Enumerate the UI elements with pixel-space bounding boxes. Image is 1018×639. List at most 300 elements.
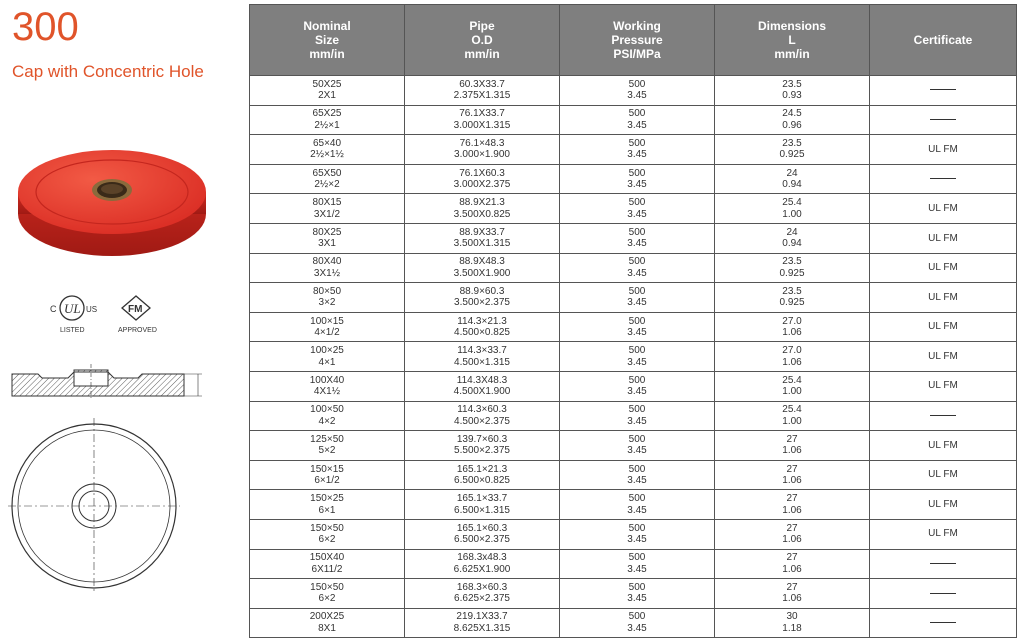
cell-dimension-l	[715, 223, 870, 253]
cell-dimension-l-metric: 27	[786, 463, 798, 475]
cell-working-pressure-metric: 500	[628, 167, 646, 179]
cell-certificate	[870, 608, 1017, 638]
table-row	[250, 401, 1017, 431]
cell-certificate	[870, 490, 1017, 520]
table-row	[250, 135, 1017, 165]
cell-dimension-l	[715, 371, 870, 401]
cell-dimension-l-imperial: 1.06	[782, 356, 802, 368]
cell-dimension-l	[715, 194, 870, 224]
cell-nominal-size-metric: 200X25	[309, 611, 345, 623]
cell-nominal-size	[250, 519, 405, 549]
cell-working-pressure	[560, 76, 715, 106]
cell-nominal-size	[250, 579, 405, 609]
cell-dimension-l-metric: 23.5	[782, 256, 802, 268]
cell-dimension-l	[715, 579, 870, 609]
cell-nominal-size-metric: 100×50	[310, 404, 344, 416]
cell-pipe-od-metric: 76.1X33.7	[459, 108, 505, 120]
certificate-value: UL FM	[928, 528, 958, 540]
cell-dimension-l-imperial: 1.06	[782, 534, 802, 546]
cell-working-pressure-metric: 500	[628, 285, 646, 297]
cell-pipe-od-imperial: 4.500×1.315	[454, 356, 510, 368]
header-nominal-size: Nominal Size mm/in	[250, 5, 405, 76]
no-certificate-dash	[930, 593, 956, 594]
cell-dimension-l-imperial: 0.925	[779, 149, 805, 161]
fm-approved-mark	[118, 296, 157, 334]
cell-pipe-od-metric: 168.3x48.3	[457, 552, 507, 564]
cell-nominal-size	[250, 401, 405, 431]
cell-working-pressure-imperial: 3.45	[627, 386, 647, 398]
cell-pipe-od-imperial: 6.625×2.375	[454, 593, 510, 605]
cell-pipe-od	[405, 135, 560, 165]
cell-working-pressure-imperial: 3.45	[627, 622, 647, 634]
cell-nominal-size	[250, 312, 405, 342]
cell-nominal-size-imperial: 6×1/2	[314, 475, 340, 487]
cell-pipe-od-metric: 88.9X33.7	[459, 226, 505, 238]
cell-working-pressure-metric: 500	[628, 404, 646, 416]
cell-pipe-od-metric: 76.1×48.3	[459, 137, 505, 149]
product-panel	[0, 0, 246, 639]
cell-pipe-od-metric: 88.9X48.3	[459, 256, 505, 268]
cell-dimension-l-metric: 27	[786, 552, 798, 564]
cell-nominal-size-imperial: 2½×2	[314, 179, 340, 191]
cell-nominal-size	[250, 460, 405, 490]
cell-working-pressure-imperial: 3.45	[627, 297, 647, 309]
cell-dimension-l	[715, 164, 870, 194]
certificate-value: UL FM	[928, 439, 958, 451]
cell-pipe-od-imperial: 6.500×2.375	[454, 534, 510, 546]
cell-working-pressure-metric: 500	[628, 433, 646, 445]
table-body	[250, 76, 1017, 638]
cell-certificate	[870, 431, 1017, 461]
table-row	[250, 253, 1017, 283]
cell-certificate	[870, 223, 1017, 253]
cell-nominal-size-metric: 150X40	[309, 552, 345, 564]
cell-nominal-size	[250, 135, 405, 165]
cell-nominal-size-imperial: 4×1	[318, 356, 336, 368]
cell-pipe-od-imperial: 8.625X1.315	[453, 622, 511, 634]
cell-dimension-l-imperial: 0.96	[782, 119, 802, 131]
cell-working-pressure-imperial: 3.45	[627, 149, 647, 161]
cell-pipe-od	[405, 549, 560, 579]
cell-pipe-od-metric: 165.1×21.3	[456, 463, 508, 475]
cell-pipe-od-imperial: 6.500×0.825	[454, 475, 510, 487]
cell-pipe-od-imperial: 6.625X1.900	[453, 563, 511, 575]
svg-text:US: US	[86, 305, 98, 314]
cell-pipe-od-imperial: 3.000X1.315	[453, 119, 511, 131]
cell-working-pressure	[560, 519, 715, 549]
cell-pipe-od-imperial: 4.500×0.825	[454, 327, 510, 339]
cell-dimension-l	[715, 401, 870, 431]
cell-dimension-l-metric: 27	[786, 493, 798, 505]
cell-nominal-size-metric: 150×50	[310, 581, 344, 593]
cell-working-pressure-imperial: 3.45	[627, 267, 647, 279]
cell-dimension-l	[715, 135, 870, 165]
cell-dimension-l	[715, 608, 870, 638]
cell-working-pressure-metric: 500	[628, 197, 646, 209]
table-row	[250, 194, 1017, 224]
cell-dimension-l-metric: 24.5	[782, 108, 802, 120]
cell-nominal-size-imperial: 5×2	[318, 445, 336, 457]
cell-working-pressure-metric: 500	[628, 522, 646, 534]
cap-front-view-drawing	[8, 418, 180, 594]
cell-dimension-l-imperial: 1.06	[782, 475, 802, 487]
listed-label: LISTED	[60, 327, 85, 334]
cell-nominal-size-metric: 65X50	[312, 167, 342, 179]
cell-pipe-od-metric: 76.1X60.3	[459, 167, 505, 179]
ul-listed-mark	[50, 296, 97, 334]
cell-dimension-l-metric: 24	[786, 167, 798, 179]
table-row	[250, 549, 1017, 579]
no-certificate-dash	[930, 415, 956, 416]
cell-working-pressure	[560, 312, 715, 342]
cell-pipe-od-metric: 60.3X33.7	[459, 78, 505, 90]
no-certificate-dash	[930, 622, 956, 623]
cell-certificate	[870, 105, 1017, 135]
cell-pipe-od-metric: 168.3×60.3	[456, 581, 508, 593]
specification-table	[249, 4, 1017, 638]
cell-pipe-od-imperial: 6.500×1.315	[454, 504, 510, 516]
cell-working-pressure-metric: 500	[628, 581, 646, 593]
cell-nominal-size	[250, 253, 405, 283]
cell-pipe-od-imperial: 4.500X1.900	[453, 386, 511, 398]
certificate-value: UL FM	[928, 232, 958, 244]
cell-nominal-size	[250, 105, 405, 135]
cell-dimension-l-imperial: 1.06	[782, 504, 802, 516]
cell-working-pressure-metric: 500	[628, 108, 646, 120]
cell-dimension-l-imperial: 1.18	[782, 622, 802, 634]
cell-working-pressure-imperial: 3.45	[627, 238, 647, 250]
certificate-value: UL FM	[928, 202, 958, 214]
cell-dimension-l-imperial: 1.06	[782, 327, 802, 339]
cell-working-pressure-metric: 500	[628, 493, 646, 505]
cell-dimension-l	[715, 460, 870, 490]
cell-working-pressure-metric: 500	[628, 374, 646, 386]
cell-pipe-od-imperial: 3.500X1.900	[453, 267, 511, 279]
cell-dimension-l-imperial: 1.06	[782, 563, 802, 575]
cell-nominal-size-imperial: 2½×1½	[310, 149, 344, 161]
cell-nominal-size	[250, 194, 405, 224]
cell-working-pressure	[560, 342, 715, 372]
cell-pipe-od-metric: 114.3X48.3	[456, 374, 508, 386]
cell-pipe-od-metric: 114.3×33.7	[457, 345, 507, 357]
cell-working-pressure-imperial: 3.45	[627, 593, 647, 605]
table-row	[250, 371, 1017, 401]
cell-working-pressure-imperial: 3.45	[627, 208, 647, 220]
cell-dimension-l-metric: 27	[786, 433, 798, 445]
cell-dimension-l	[715, 342, 870, 372]
cell-working-pressure-imperial: 3.45	[627, 563, 647, 575]
cell-pipe-od-metric: 165.1×60.3	[456, 522, 508, 534]
table-row	[250, 76, 1017, 106]
cell-dimension-l-metric: 23.5	[782, 285, 802, 297]
cell-nominal-size	[250, 431, 405, 461]
certificate-value: UL FM	[928, 498, 958, 510]
certificate-value: UL FM	[928, 350, 958, 362]
cell-dimension-l-imperial: 1.06	[782, 593, 802, 605]
table-row	[250, 490, 1017, 520]
cell-nominal-size-imperial: 4X1½	[313, 386, 341, 398]
cell-working-pressure	[560, 164, 715, 194]
cell-nominal-size-metric: 80×50	[312, 285, 342, 297]
svg-text:UL: UL	[64, 301, 81, 316]
cell-working-pressure-imperial: 3.45	[627, 415, 647, 427]
cell-pipe-od	[405, 431, 560, 461]
cell-dimension-l-metric: 27	[786, 581, 798, 593]
cell-working-pressure-imperial: 3.45	[627, 504, 647, 516]
cell-nominal-size	[250, 608, 405, 638]
cell-dimension-l-imperial: 0.94	[782, 179, 802, 191]
header-dimensions: Dimensions L mm/in	[715, 5, 870, 76]
cell-nominal-size	[250, 76, 405, 106]
cell-pipe-od	[405, 312, 560, 342]
header-working-pressure: Working Pressure PSI/MPa	[560, 5, 715, 76]
cell-certificate	[870, 401, 1017, 431]
cell-dimension-l	[715, 105, 870, 135]
cell-nominal-size-metric: 100X40	[309, 374, 345, 386]
approved-label: APPROVED	[118, 327, 157, 334]
cell-nominal-size	[250, 490, 405, 520]
table-row	[250, 519, 1017, 549]
cell-working-pressure-metric: 500	[628, 137, 646, 149]
certification-marks	[44, 292, 174, 336]
cell-nominal-size-metric: 80X40	[312, 256, 342, 268]
no-certificate-dash	[930, 119, 956, 120]
cell-working-pressure-metric: 500	[628, 345, 646, 357]
cell-certificate	[870, 194, 1017, 224]
cell-working-pressure-imperial: 3.45	[627, 356, 647, 368]
cell-dimension-l-imperial: 0.93	[782, 90, 802, 102]
cell-nominal-size-imperial: 6X11/2	[311, 563, 343, 575]
cell-nominal-size-metric: 150×25	[310, 493, 344, 505]
cell-working-pressure	[560, 194, 715, 224]
product-model-number: 300	[12, 5, 79, 49]
cell-working-pressure-metric: 500	[628, 611, 646, 623]
cell-dimension-l	[715, 490, 870, 520]
cell-nominal-size-metric: 100×15	[310, 315, 344, 327]
cell-working-pressure-metric: 500	[628, 315, 646, 327]
certificate-value: UL FM	[928, 291, 958, 303]
cell-dimension-l	[715, 76, 870, 106]
cell-dimension-l-metric: 27.0	[782, 345, 802, 357]
cell-working-pressure	[560, 253, 715, 283]
table-row	[250, 105, 1017, 135]
cell-certificate	[870, 519, 1017, 549]
cell-working-pressure-metric: 500	[628, 552, 646, 564]
cell-nominal-size	[250, 164, 405, 194]
table-header-row	[250, 5, 1017, 76]
cell-dimension-l-imperial: 1.00	[782, 386, 802, 398]
cell-nominal-size-imperial: 8X1	[318, 622, 336, 634]
cell-dimension-l	[715, 312, 870, 342]
cell-pipe-od	[405, 401, 560, 431]
cell-nominal-size-imperial: 4×1/2	[314, 327, 340, 339]
cell-nominal-size-imperial: 3×2	[318, 297, 336, 309]
cell-nominal-size-metric: 65X25	[312, 108, 342, 120]
table-row	[250, 164, 1017, 194]
cell-certificate	[870, 549, 1017, 579]
cell-dimension-l	[715, 253, 870, 283]
cell-working-pressure-metric: 500	[628, 78, 646, 90]
cell-working-pressure	[560, 460, 715, 490]
cell-certificate	[870, 579, 1017, 609]
svg-text:FM: FM	[128, 304, 143, 315]
cell-working-pressure-imperial: 3.45	[627, 445, 647, 457]
no-certificate-dash	[930, 563, 956, 564]
cell-nominal-size-imperial: 2X1	[318, 90, 336, 102]
cell-nominal-size-metric: 100×25	[310, 345, 344, 357]
cell-working-pressure-metric: 500	[628, 226, 646, 238]
cell-working-pressure-imperial: 3.45	[627, 119, 647, 131]
cell-nominal-size-metric: 125×50	[310, 433, 344, 445]
cell-certificate	[870, 342, 1017, 372]
no-certificate-dash	[930, 178, 956, 179]
cell-nominal-size	[250, 342, 405, 372]
certificate-value: UL FM	[928, 262, 958, 274]
cell-pipe-od	[405, 371, 560, 401]
cell-pipe-od	[405, 490, 560, 520]
cell-pipe-od	[405, 253, 560, 283]
cell-working-pressure	[560, 549, 715, 579]
header-certificate: Certificate	[870, 5, 1017, 76]
cell-certificate	[870, 135, 1017, 165]
cell-certificate	[870, 76, 1017, 106]
cell-working-pressure	[560, 283, 715, 313]
cell-dimension-l-metric: 24	[786, 226, 798, 238]
cap-product-photo	[14, 142, 210, 258]
cell-pipe-od-imperial: 5.500×2.375	[454, 445, 510, 457]
cell-dimension-l-imperial: 0.925	[779, 267, 805, 279]
cell-working-pressure	[560, 371, 715, 401]
cell-nominal-size-imperial: 6×2	[318, 593, 336, 605]
cell-working-pressure-imperial: 3.45	[627, 475, 647, 487]
cell-dimension-l-metric: 30	[786, 611, 798, 623]
cell-dimension-l	[715, 431, 870, 461]
cell-pipe-od	[405, 519, 560, 549]
cell-working-pressure	[560, 490, 715, 520]
svg-text:C: C	[50, 304, 57, 314]
cell-nominal-size-imperial: 3X1/2	[313, 208, 341, 220]
cell-dimension-l-imperial: 1.00	[782, 208, 802, 220]
cell-pipe-od	[405, 608, 560, 638]
cell-nominal-size-imperial: 3X1½	[313, 267, 341, 279]
cell-dimension-l-imperial: 1.00	[782, 415, 802, 427]
cell-nominal-size-imperial: 2½×1	[314, 119, 340, 131]
certificate-value: UL FM	[928, 143, 958, 155]
cell-nominal-size-imperial: 3X1	[318, 238, 336, 250]
cell-nominal-size-metric: 50X25	[312, 78, 342, 90]
cell-pipe-od-imperial: 3.000X2.375	[453, 179, 511, 191]
cell-working-pressure	[560, 223, 715, 253]
cell-working-pressure-imperial: 3.45	[627, 179, 647, 191]
cell-pipe-od	[405, 194, 560, 224]
cell-working-pressure-imperial: 3.45	[627, 90, 647, 102]
certificate-value: UL FM	[928, 380, 958, 392]
cell-pipe-od-imperial: 3.500X0.825	[453, 208, 511, 220]
cell-pipe-od	[405, 342, 560, 372]
cell-nominal-size	[250, 283, 405, 313]
cell-nominal-size-metric: 150×15	[310, 463, 344, 475]
cap-section-drawing	[8, 362, 208, 402]
no-certificate-dash	[930, 89, 956, 90]
cell-pipe-od	[405, 76, 560, 106]
cell-dimension-l-imperial: 0.925	[779, 297, 805, 309]
table-row	[250, 431, 1017, 461]
table-row	[250, 342, 1017, 372]
cell-nominal-size-imperial: 6×1	[318, 504, 336, 516]
cell-pipe-od	[405, 105, 560, 135]
table-row	[250, 283, 1017, 313]
cell-working-pressure-metric: 500	[628, 463, 646, 475]
table-row	[250, 608, 1017, 638]
header-pipe-od: Pipe O.D mm/in	[405, 5, 560, 76]
cell-certificate	[870, 164, 1017, 194]
table-row	[250, 223, 1017, 253]
cell-dimension-l-metric: 23.5	[782, 137, 802, 149]
cell-certificate	[870, 312, 1017, 342]
cell-pipe-od-imperial: 3.500X1.315	[453, 238, 511, 250]
cell-dimension-l	[715, 549, 870, 579]
cell-dimension-l-imperial: 0.94	[782, 238, 802, 250]
cell-working-pressure	[560, 135, 715, 165]
cell-dimension-l-metric: 27.0	[782, 315, 802, 327]
cell-pipe-od-metric: 114.3×21.3	[457, 315, 507, 327]
cell-pipe-od-imperial: 4.500×2.375	[454, 415, 510, 427]
cell-pipe-od-metric: 88.9X21.3	[459, 197, 505, 209]
cell-dimension-l	[715, 519, 870, 549]
cell-nominal-size-metric: 150×50	[310, 522, 344, 534]
cell-nominal-size-metric: 80X25	[312, 226, 342, 238]
cell-pipe-od-metric: 88.9×60.3	[459, 285, 505, 297]
cell-certificate	[870, 371, 1017, 401]
certificate-value: UL FM	[928, 469, 958, 481]
cell-pipe-od-metric: 219.1X33.7	[456, 611, 508, 623]
cell-nominal-size-metric: 80X15	[312, 197, 342, 209]
cell-nominal-size	[250, 549, 405, 579]
cell-nominal-size-imperial: 4×2	[318, 415, 336, 427]
cell-certificate	[870, 460, 1017, 490]
cell-pipe-od-imperial: 3.000×1.900	[454, 149, 510, 161]
cell-pipe-od	[405, 283, 560, 313]
cell-pipe-od	[405, 460, 560, 490]
product-name: Cap with Concentric Hole	[12, 62, 204, 81]
certificate-value: UL FM	[928, 321, 958, 333]
cell-working-pressure	[560, 431, 715, 461]
cell-working-pressure-imperial: 3.45	[627, 534, 647, 546]
cell-pipe-od	[405, 579, 560, 609]
cell-certificate	[870, 253, 1017, 283]
cell-dimension-l-metric: 23.5	[782, 78, 802, 90]
cell-working-pressure	[560, 401, 715, 431]
table-row	[250, 460, 1017, 490]
cell-dimension-l-metric: 25.4	[782, 197, 802, 209]
cell-working-pressure	[560, 579, 715, 609]
cell-nominal-size	[250, 223, 405, 253]
table-row	[250, 312, 1017, 342]
cell-working-pressure	[560, 105, 715, 135]
cell-pipe-od	[405, 164, 560, 194]
cell-nominal-size	[250, 371, 405, 401]
cell-working-pressure-metric: 500	[628, 256, 646, 268]
cell-certificate	[870, 283, 1017, 313]
cell-dimension-l	[715, 283, 870, 313]
cell-dimension-l-metric: 25.4	[782, 374, 802, 386]
table-row	[250, 579, 1017, 609]
cell-nominal-size-metric: 65×40	[312, 137, 342, 149]
cell-pipe-od-imperial: 2.375X1.315	[453, 90, 511, 102]
cell-working-pressure-imperial: 3.45	[627, 327, 647, 339]
cell-dimension-l-metric: 25.4	[782, 404, 802, 416]
cell-working-pressure	[560, 608, 715, 638]
